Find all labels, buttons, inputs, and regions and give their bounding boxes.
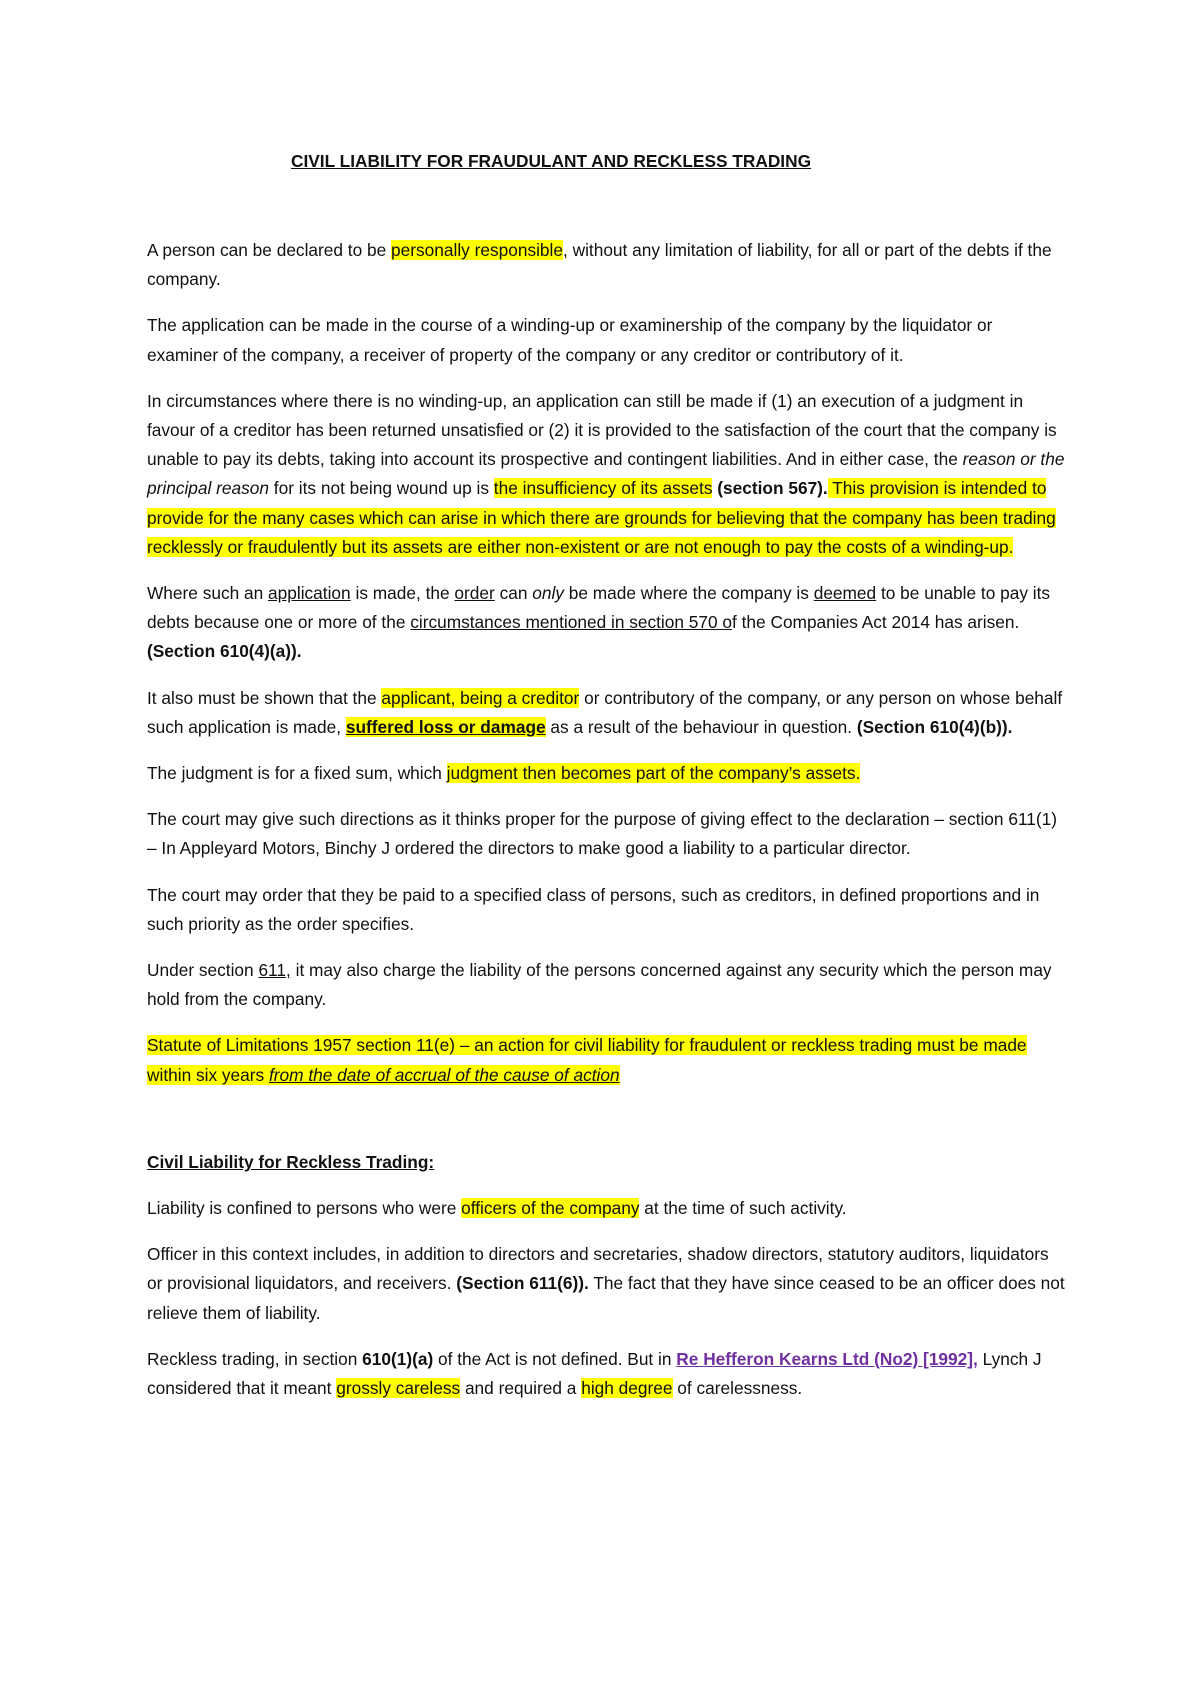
text-run: Liability is confined to persons who were [147,1198,462,1219]
paragraph-security-charge [147,956,1067,1014]
paragraph-order-conditions [147,579,1067,667]
paragraph-fixed-sum [147,759,1067,788]
text-run: be made where the company is [563,583,814,604]
paragraph-personal-responsibility [147,236,1067,294]
text-run: for its not being wound up is [269,478,494,499]
document-title: CIVIL LIABILITY FOR FRAUDULANT AND RECKLESS TRADING [291,151,812,171]
text-run: of the Act is not defined. But in [433,1348,677,1369]
underlined-text: deemed [813,583,877,604]
text-run: is made, the [350,583,455,604]
text-run: at the time of such activity. [639,1198,847,1219]
highlighted-text: This provision is intended to provide for the many cases which can arise in which there are grounds for believing that the company has been trading recklessly or fraudulently but its assets are either non-existent or are not enough to pay the costs of a winding-up. [147,478,1056,557]
italic-text: only [532,583,564,604]
bold-text: (Section 610(4)(a)). [147,641,302,662]
bold-text: (Section 611(6)). [456,1273,589,1294]
bold-text: (Section 610(4)(b)). [856,716,1013,737]
text-run: Lynch J considered that it meant [147,1348,1042,1399]
text-run: Officer in this context includes, in addition to directors and secretaries, shadow directors, statutory auditors, liquidators or provisional liquidators, and receivers. [147,1244,1049,1294]
text-run: A person can be declared to be [147,240,392,260]
text-run: and required a [460,1378,582,1399]
highlighted-text: Statute of Limitations 1957 section 11(e) – an action for civil liability for fraudulent or reckless trading must be made within six years [147,1035,1027,1085]
underlined-text: circumstances mentioned in section 570 o [410,612,733,633]
bold-text: (section 567). [712,478,828,499]
text-run: Reckless trading, in section [147,1348,363,1369]
paragraph-loss-or-damage [147,684,1067,742]
text-run: of carelessness. [672,1378,803,1399]
text-run: The fact that they have since ceased to be an officer does not relieve them of liability. [147,1273,1065,1323]
bold-text: 610(1)(a) [362,1348,434,1369]
text-run: it may also charge the liability of the persons concerned against any security which the person may hold from the company. [147,960,1052,1010]
paragraph-officers [147,1194,1067,1223]
underlined-text: order [454,583,495,604]
text-run: f the Companies Act 2014 has arisen. [732,612,1020,633]
document-body [147,236,1067,1420]
text-run: or contributory of the company, or any person on whose behalf such application is made, [147,687,1063,737]
paragraph-officer-definition [147,1240,1067,1328]
heading-text: Civil Liability for Reckless Trading: [147,1151,435,1172]
text-run: as a result of the behaviour in question. [545,716,857,737]
italic-text: reason or the principal reason [147,449,1065,499]
text-run: can [494,583,533,604]
case-citation-link[interactable]: Re Hefferon Kearns Ltd (No2) [1992], [676,1348,978,1369]
highlighted-text: the insufficiency of its assets [493,478,713,499]
text-run: Where such an [147,583,269,604]
paragraph-reckless-definition [147,1345,1067,1403]
paragraph-no-winding-up [147,387,1067,562]
text-run: It also must be shown that the [147,687,382,708]
highlighted-text: suffered loss or damage [345,716,546,737]
text-run: , without any limitation of liability, for all or part of the debts if the company. [147,240,1052,290]
paragraph-application: The application can be made in the course of a winding-up or examinership of the company by the liquidator or examiner of the company, a receiver of property of the company or any creditor or contributory of it. [147,315,993,365]
highlighted-text: judgment then becomes part of the company’s assets. [446,763,861,784]
underlined-text: 611, [258,960,291,981]
paragraph-statute-of-limitations [147,1031,1067,1089]
text-run: The judgment is for a fixed sum, which [147,763,447,784]
highlighted-text: from the date of accrual of the cause of action [268,1064,620,1085]
text-run: to be unable to pay its debts because one or more of the [147,583,1051,633]
highlighted-text: officers of the company [461,1198,640,1219]
highlighted-text: personally responsible [391,240,563,260]
highlighted-text: grossly careless [336,1378,461,1399]
underlined-text: application [268,583,351,604]
text-run: In circumstances where there is no winding-up, an application can still be made if (1) an execution of a judgment in favour of a creditor has been returned unsatisfied or (2) it is provided to the satisfaction of the court that the company is unable to pay its debts, taking into account its prospective and contingent liabilities. And in either case, the [147,390,1057,470]
paragraph-directions: The court may give such directions as it thinks proper for the purpose of giving effect to the declaration – section 611(1) – In Appleyard Motors, Binchy J ordered the directors to make good a liability to a particular director. [147,809,1057,859]
paragraph-class-of-persons: The court may order that they be paid to a specified class of persons, such as creditors, in defined proportions and in such priority as the order specifies. [147,884,1040,934]
section-heading-reckless-trading [147,1148,1067,1177]
highlighted-text: applicant, being a creditor [381,687,580,708]
highlighted-text: high degree [581,1378,673,1399]
section-gap [147,1090,1067,1148]
text-run: Under section [147,960,259,981]
